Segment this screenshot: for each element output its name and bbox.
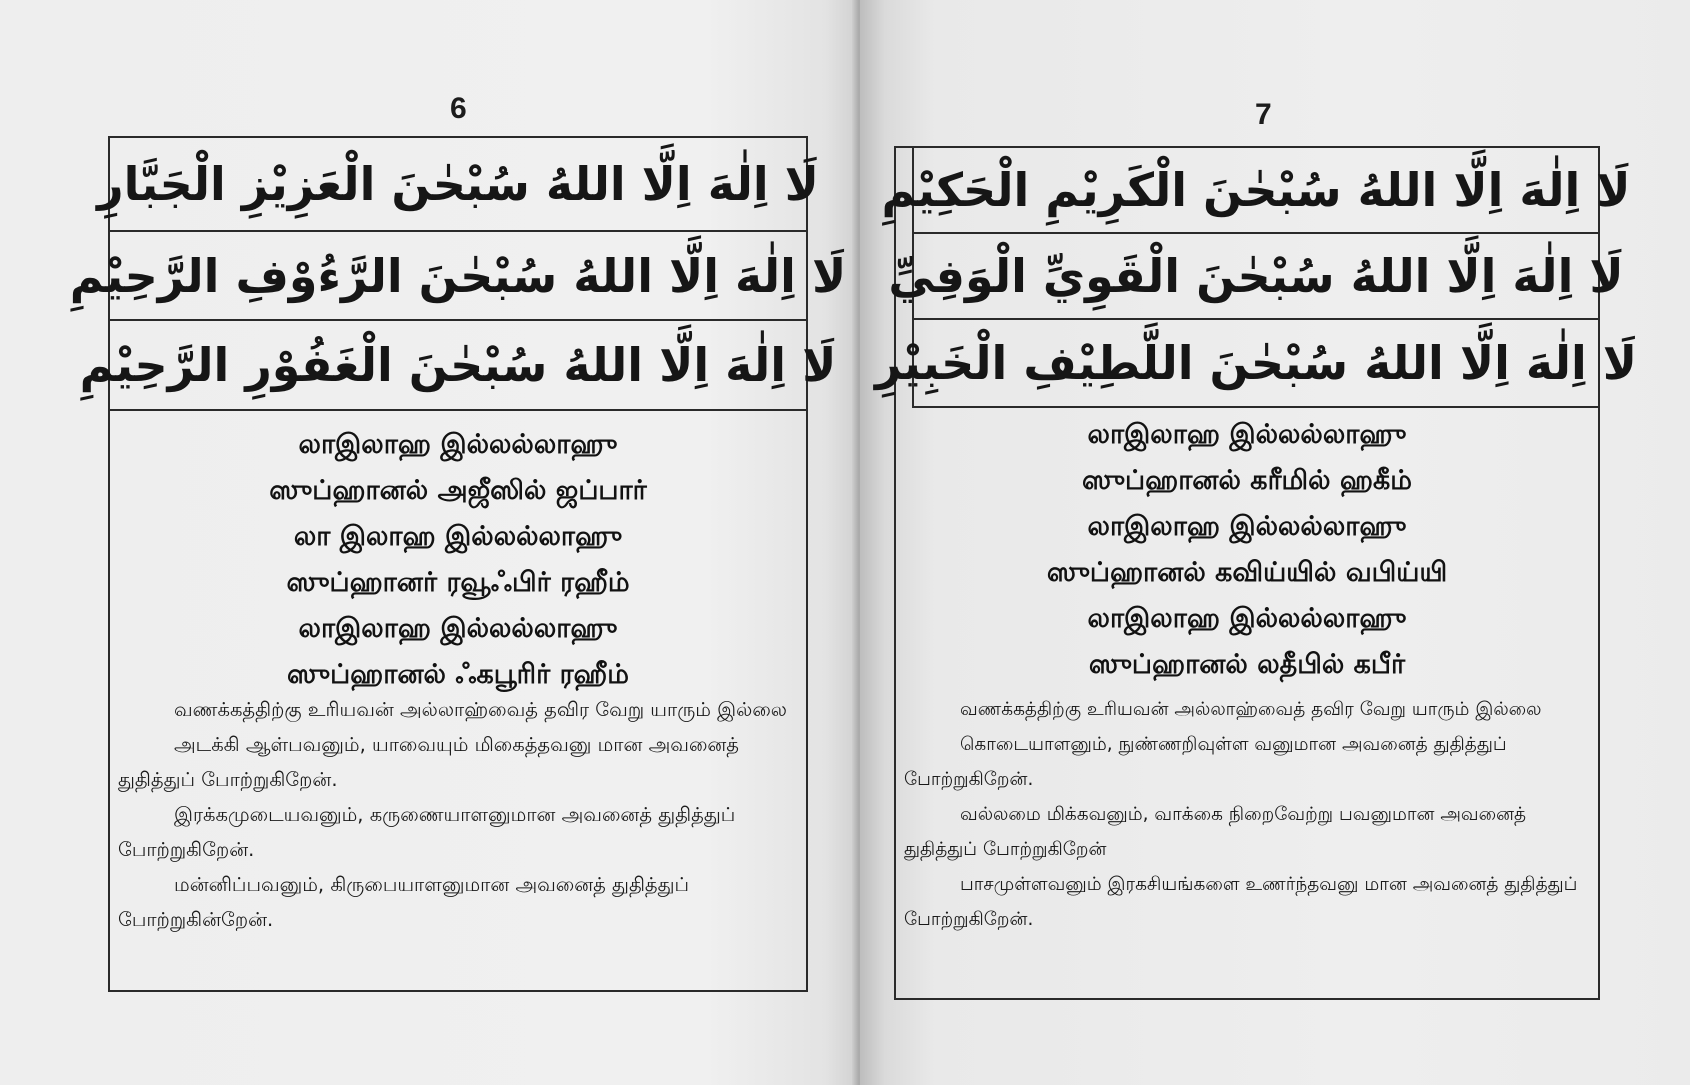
transliteration-line: லாஇலாஹ இல்லல்லாஹு [1087,603,1407,634]
transliteration-line: ஸுப்ஹானல் கவிய்யில் வபிய்யி [1046,557,1448,588]
meaning-paragraph: வணக்கத்திற்கு உரியவன் அல்லாஹ்வைத் தவிர வேறு யாரும் இல்லை [174,698,787,721]
page-number: 6 [450,92,467,125]
meaning-paragraph: அடக்கி ஆள்பவனும், யாவையும் மிகைத்தவனு மான அவனைத் துதித்துப் போற்றுகிறேன். [118,733,740,791]
arabic-line: لَا اِلٰهَ اِلَّا اللهُ سُبْحٰنَ الْقَوِيِّ الْوَفِيِّ [914,234,1598,320]
arabic-dhikr-block [69,136,847,411]
meaning-paragraph: வணக்கத்திற்கு உரியவன் அல்லாஹ்வைத் தவிர வேறு யாரும் இல்லை [960,699,1542,720]
transliteration-block [896,412,1598,688]
arabic-line: لَا اِلٰهَ اِلَّا اللهُ سُبْحٰنَ الْكَرِيْمِ الْحَكِيْمِ [914,148,1598,234]
right-page [860,0,1690,1085]
transliteration-line: ஸுப்ஹானல் ஃகபூரிர் ரஹீம் [287,659,629,690]
meaning-paragraph: வல்லமை மிக்கவனும், வாக்கை நிறைவேற்று பவனுமான அவனைத் துதித்துப் போற்றுகிறேன் [904,804,1527,860]
transliteration-block [110,422,806,698]
page-number: 7 [1255,98,1272,131]
transliteration-line: ஸுப்ஹானர் ரவூஃபிர் ரஹீம் [286,567,630,598]
meaning-paragraph: மன்னிப்பவனும், கிருபையாளனுமான அவனைத் துதித்துப் போற்றுகின்றேன். [118,873,690,931]
transliteration-line: ஸுப்ஹானல் அஜீஸில் ஜப்பார் [269,475,647,506]
arabic-line: لَا اِلٰهَ اِلَّا اللهُ سُبْحٰنَ الرَّءُوْفِ الرَّحِيْمِ [110,232,806,321]
transliteration-line: லாஇலாஹ இல்லல்லாஹு [298,613,618,644]
transliteration-line: லா இலாஹ இல்லல்லாஹு [293,521,623,552]
arabic-line: لَا اِلٰهَ اِلَّا اللهُ سُبْحٰنَ الْغَفُوْرِ الرَّحِيْمِ [79,338,837,392]
transliteration-line: லாஇலாஹ இல்லல்லாஹு [1087,511,1407,542]
meaning-paragraph: பாசமுள்ளவனும் இரகசியங்களை உணர்ந்தவனு மான அவனைத் துதித்துப் போற்றுகிறேன். [904,874,1578,930]
meaning-paragraph: இரக்கமுடையவனும், கருணையாளனுமான அவனைத் துதித்துப் போற்றுகிறேன். [118,803,736,861]
tamil-meaning-block [904,692,1594,937]
meaning-paragraph: கொடையாளனும், நுண்ணறிவுள்ள வனுமான அவனைத் துதித்துப் போற்றுகிறேன். [904,734,1507,790]
transliteration-line: ஸுப்ஹானல் லதீபில் கபீர் [1088,649,1406,680]
transliteration-line: ஸுப்ஹானல் கரீமில் ஹகீம் [1081,465,1412,496]
arabic-line: لَا اِلٰهَ اِلَّا اللهُ سُبْحٰنَ الْعَزِيْزِ الْجَبَّارِ [110,138,806,232]
transliteration-line: லாஇலாஹ இல்லல்லாஹு [1087,419,1407,450]
transliteration-line: லாஇலாஹ இல்லல்லாஹு [298,429,618,460]
tamil-meaning-block [118,692,798,937]
arabic-dhikr-block [874,146,1638,408]
arabic-line: لَا اِلٰهَ اِلَّا اللهُ سُبْحٰنَ اللَّطِيْفِ الْخَبِيْرِ [874,336,1638,390]
